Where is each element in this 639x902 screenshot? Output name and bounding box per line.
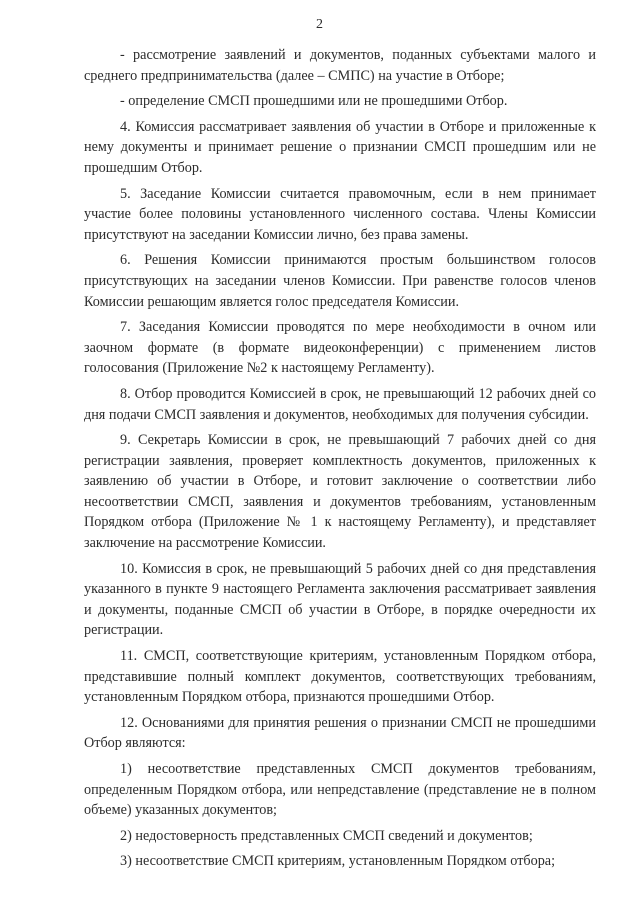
paragraph-7: 7. Заседания Комиссии проводятся по мере необходимости в очном или заочном формате (в формате видеоконференции) с применением листов голосования (Приложение №2 к настоящему Регламенту).	[84, 319, 596, 377]
paragraph-12: 12. Основаниями для принятия решения о признании СМСП не прошедшими Отбор являются:	[84, 714, 596, 752]
paragraph-4: 4. Комиссия рассматривает заявления об участии в Отборе и приложенные к нему документы и принимает решение о признании СМСП прошедшим или не прошедшим Отбор.	[84, 118, 596, 176]
paragraph-10: 10. Комиссия в срок, не превышающий 5 рабочих дней со дня представления указанного в пункте 9 настоящего Регламента заключения рассматривает заявления и документы, поданные СМСП об участии в Отборе, в порядке очередности их регистрации.	[84, 560, 596, 639]
paragraph-12-item-2: 2) недостоверность представленных СМСП сведений и документов;	[120, 827, 533, 844]
paragraph-9: 9. Секретарь Комиссии в срок, не превышающий 7 рабочих дней со дня регистрации заявления, проверяет комплектность документов, приложенных к заявлению об участии в Отборе, и готовит заключение о соответствии либо несоответствии СМСП, заявления и документов требованиям, установленным Порядком отбора (Приложение № 1 к настоящему Регламенту), и представляет заключение на рассмотрение Комиссии.	[84, 432, 596, 552]
paragraph-5: 5. Заседание Комиссии считается правомочным, если в нем принимает участие более половины установленного численного состава. Члены Комиссии присутствуют на заседании Комиссии лично, без права замены.	[84, 185, 596, 243]
paragraph-12-item-3: 3) несоответствие СМСП критериям, установленным Порядком отбора;	[120, 853, 556, 870]
paragraph-8: 8. Отбор проводится Комиссией в срок, не превышающий 12 рабочих дней со дня подачи СМСП заявления и документов, необходимых для получения субсидии.	[84, 385, 596, 423]
paragraph-6: 6. Решения Комиссии принимаются простым большинством голосов присутствующих на заседании членов Комиссии. При равенстве голосов членов Комиссии решающим является голос председателя Комиссии.	[84, 252, 596, 310]
document-body	[84, 45, 596, 877]
paragraph-list-item-1: - рассмотрение заявлений и документов, поданных субъектами малого и среднего предпринимательства (далее – СМПС) на участие в Отборе;	[84, 47, 596, 84]
paragraph-11: 11. СМСП, соответствующие критериям, установленным Порядком отбора, представившие полный комплект документов, соответствующих требованиям, установленным Порядком отбора, признаются прошедшими Отбор.	[84, 648, 596, 706]
page-number: 2	[316, 17, 323, 32]
paragraph-12-item-1: 1) несоответствие представленных СМСП документов требованиям, определенным Порядком отбора, или непредставление (представление не в полном объеме) указанных документов;	[84, 761, 596, 819]
paragraph-list-item-2: - определение СМСП прошедшими или не прошедшими Отбор.	[120, 93, 508, 110]
